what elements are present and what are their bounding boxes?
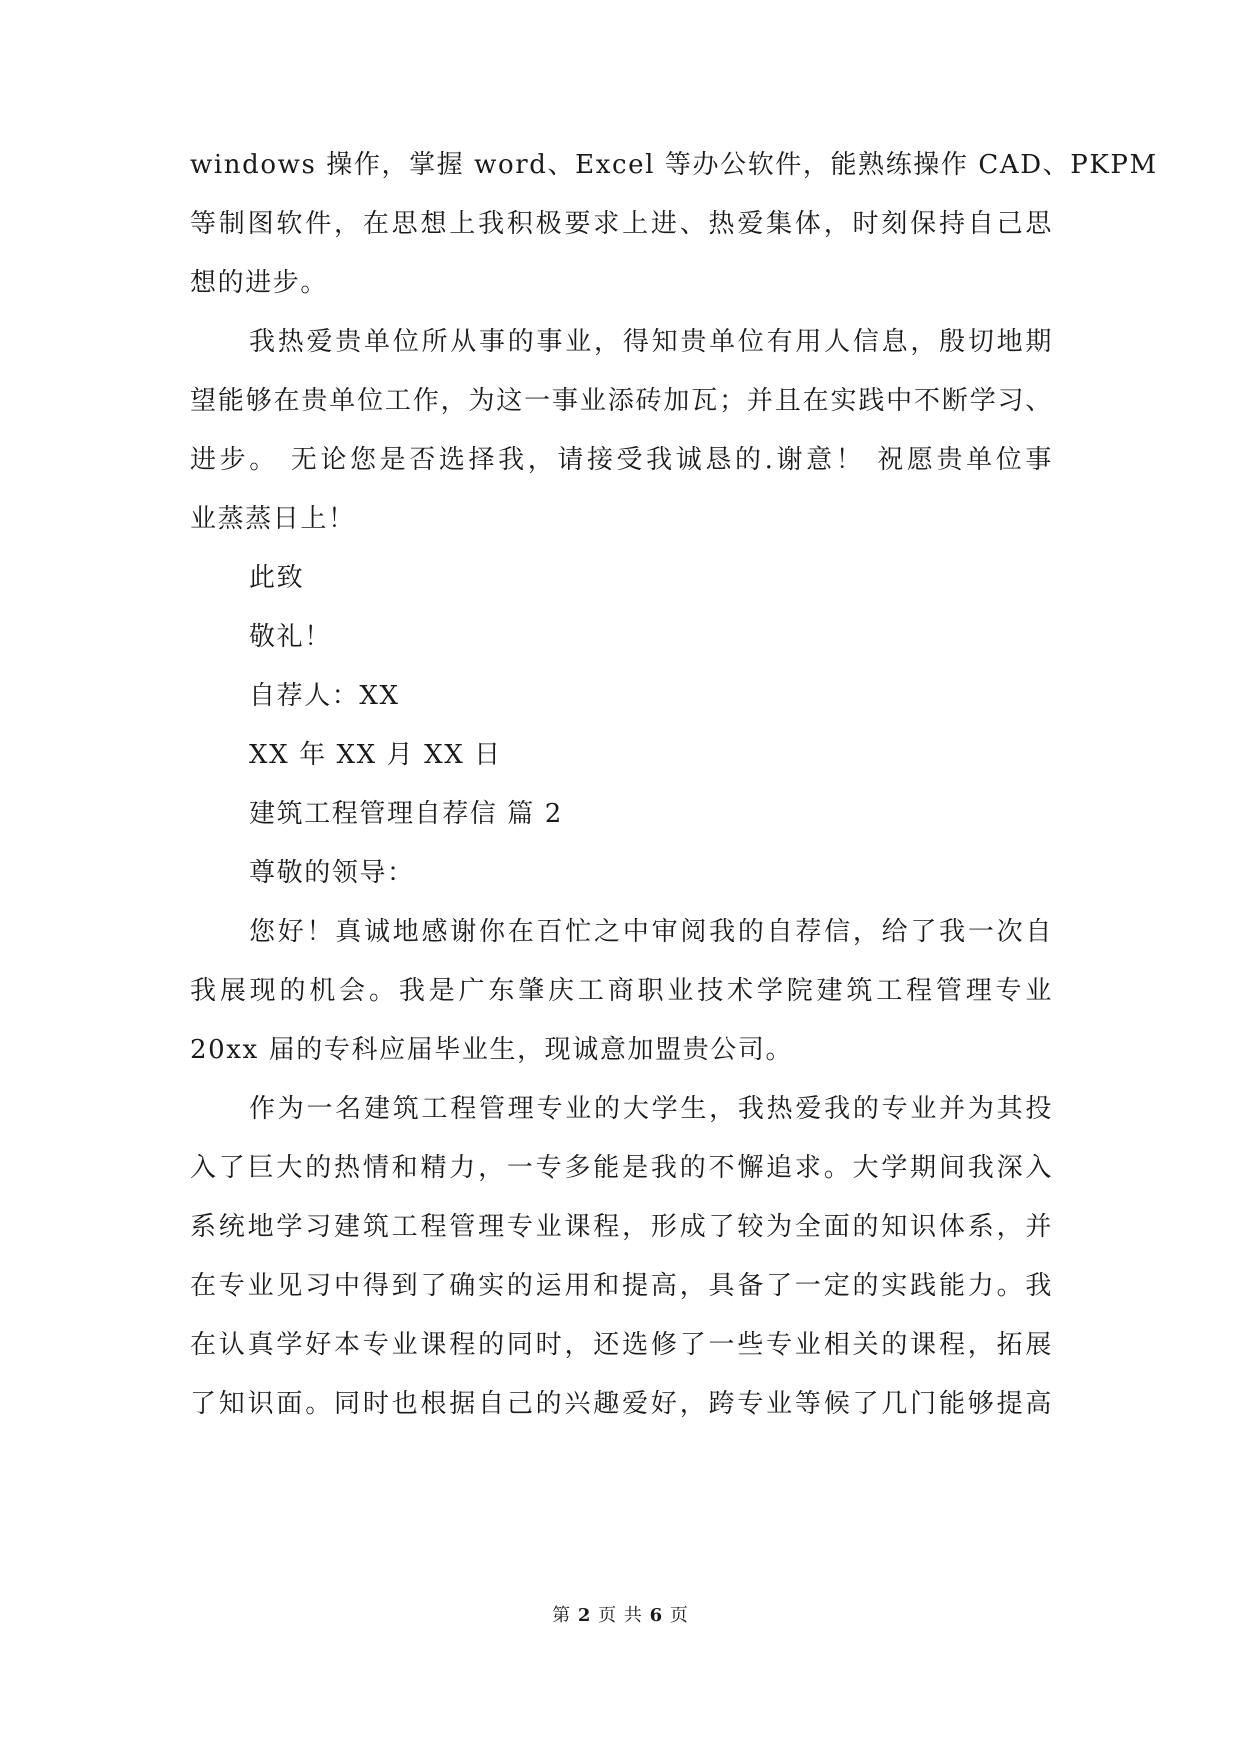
body-text-line: 在专业见习中得到了确实的运用和提高，具备了一定的实践能力。我 [190,1271,1053,1301]
body-text-line: 业蒸蒸日上！ [190,504,356,534]
section-heading: 建筑工程管理自荐信 篇 2 [249,799,563,829]
footer-middle: 页 共 [598,1605,643,1626]
page-footer [0,1604,1241,1628]
footer-prefix: 第 [552,1605,572,1626]
body-text-line: 您好！真诚地感谢你在百忙之中审阅我的自荐信，给了我一次自 [249,917,1053,947]
body-text-line: 入了巨大的热情和精力，一专多能是我的不懈追求。大学期间我深入 [190,1153,1053,1183]
body-text-line: 望能够在贵单位工作，为这一事业添砖加瓦；并且在实践中不断学习、 [190,386,1053,416]
body-text-line: 我展现的机会。我是广东肇庆工商职业技术学院建筑工程管理专业 [190,976,1053,1006]
body-text-line: 想的进步。 [190,268,329,298]
body-text-line: 作为一名建筑工程管理专业的大学生，我热爱我的专业并为其投 [249,1094,1053,1124]
body-text-line: 系统地学习建筑工程管理专业课程，形成了较为全面的知识体系，并 [190,1212,1053,1242]
body-text-line: 了知识面。同时也根据自己的兴趣爱好，跨专业等候了几门能够提高 [190,1389,1053,1419]
body-text-line: 进步。 无论您是否选择我，请接受我诚恳的.谢意！ 祝愿贵单位事 [190,445,1053,475]
date-line: XX 年 XX 月 XX 日 [249,740,502,770]
closing-text: 此致 [249,563,305,593]
footer-page-total: 6 [649,1605,664,1626]
footer-page-current: 2 [577,1605,592,1626]
closing-salute: 敬礼！ [249,622,332,652]
body-text-line: 我热爱贵单位所从事的事业，得知贵单位有用人信息，殷切地期 [249,327,1053,357]
body-text-line: 在认真学好本专业课程的同时，还选修了一些专业相关的课程，拓展 [190,1330,1053,1360]
greeting-line: 尊敬的领导： [249,858,415,888]
footer-suffix: 页 [669,1605,689,1626]
body-text-line: 20xx 届的专科应届毕业生，现诚意加盟贵公司。 [190,1035,794,1065]
signature-line: 自荐人：XX [249,681,400,711]
body-text-line: 等制图软件，在思想上我积极要求上进、热爱集体，时刻保持自己思 [190,209,1053,239]
body-text-line: windows 操作，掌握 word、Excel 等办公软件，能熟练操作 CAD、PKPM [190,150,1158,180]
